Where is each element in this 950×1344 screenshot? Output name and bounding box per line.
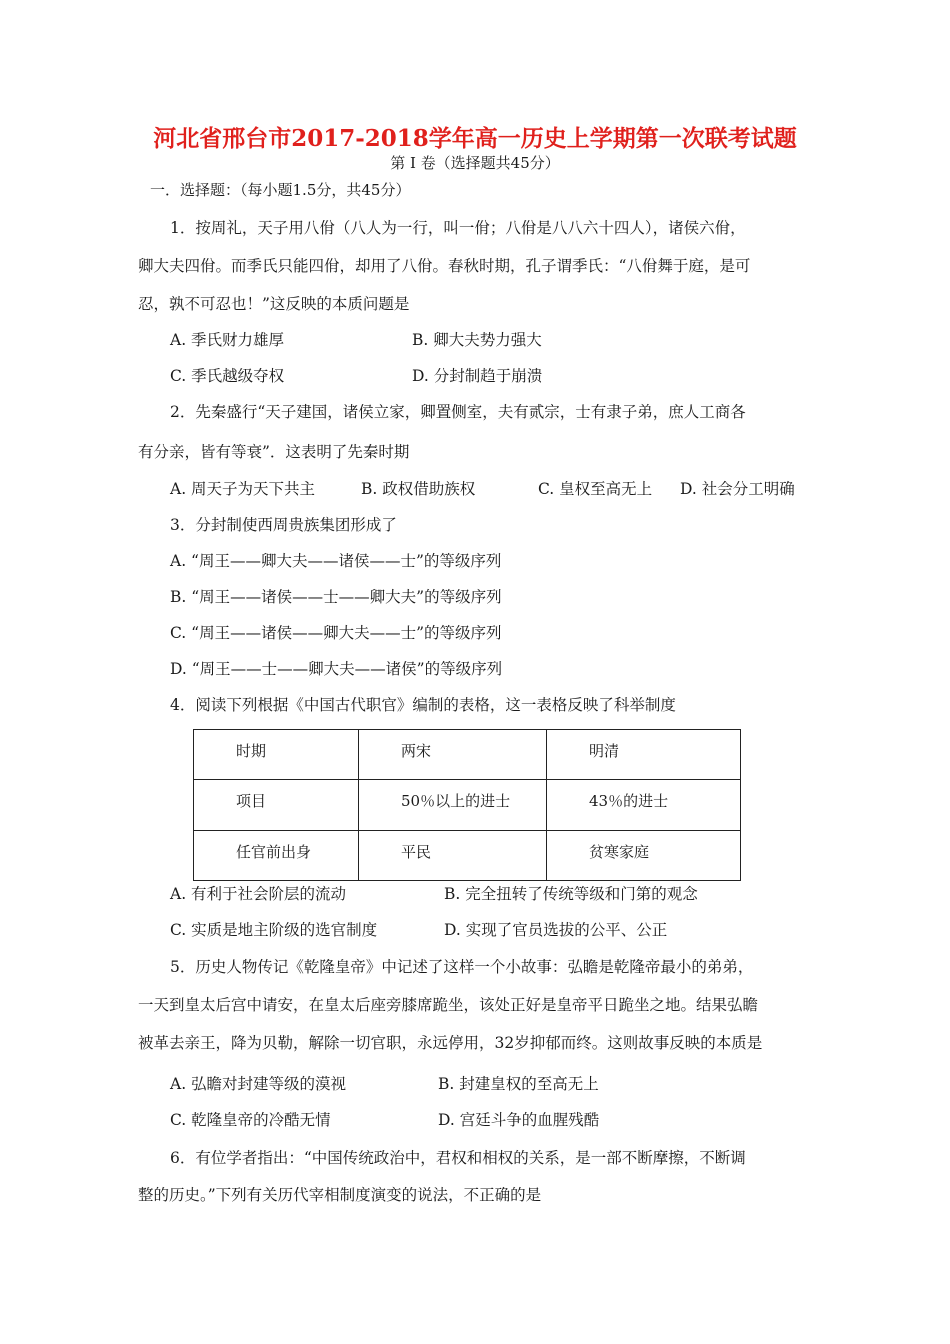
q4-option-a: A. 有利于社会阶层的流动 — [170, 885, 347, 903]
table-cell: 任官前出身 — [194, 830, 359, 880]
q1-stem-line3: 忍，孰不可忍也！”这反映的本质问题是 — [138, 295, 410, 313]
q6-stem-line2: 整的历史。”下列有关历代宰相制度演变的说法，不正确的是 — [138, 1186, 542, 1204]
q6-stem-line1: 6．有位学者指出：“中国传统政治中，君权和相权的关系，是一部不断摩擦，不断调 — [170, 1149, 746, 1167]
table-row — [194, 830, 741, 880]
q1-option-d: D. 分封制趋于崩溃 — [412, 367, 543, 385]
q5-stem-line1: 5．历史人物传记《乾隆皇帝》中记述了这样一个小故事：弘瞻是乾隆帝最小的弟弟， — [170, 958, 754, 976]
q2-option-a: A. 周天子为天下共主 — [170, 480, 316, 498]
q4-option-d: D. 实现了官员选拔的公平、公正 — [444, 921, 668, 939]
table-cell: 贫寒家庭 — [547, 830, 741, 880]
q1-option-b: B. 卿大夫势力强大 — [412, 331, 542, 349]
q1-option-c: C. 季氏越级夺权 — [170, 367, 285, 385]
table-row — [194, 730, 741, 780]
q3-option-b: B. “周王——诸侯——士——卿大夫”的等级序列 — [170, 588, 502, 606]
q5-option-a: A. 弘瞻对封建等级的漠视 — [170, 1075, 347, 1093]
q4-option-b: B. 完全扭转了传统等级和门第的观念 — [444, 885, 698, 903]
q2-option-d: D. 社会分工明确 — [680, 480, 795, 498]
q5-stem-line2: 一天到皇太后宫中请安，在皇太后座旁膝席跪坐，该处正好是皇帝平日跪坐之地。结果弘瞻 — [138, 996, 759, 1014]
q3-option-c: C. “周王——诸侯——卿大夫——士”的等级序列 — [170, 624, 502, 642]
table-cell: 明清 — [547, 730, 741, 780]
q5-stem-line3: 被革去亲王，降为贝勒，解除一切官职，永远停用，32岁抑郁而终。这则故事反映的本质是 — [138, 1034, 763, 1052]
q2-stem-line2: 有分亲，皆有等衰”．这表明了先秦时期 — [138, 443, 410, 461]
q2-stem-line1: 2．先秦盛行“天子建国，诸侯立家，卿置侧室，夫有贰宗，士有隶子弟，庶人工商各 — [170, 403, 746, 421]
q2-option-c: C. 皇权至高无上 — [538, 480, 653, 498]
table-cell: 两宋 — [359, 730, 547, 780]
q3-option-a: A. “周王——卿大夫——诸侯——士”的等级序列 — [170, 552, 502, 570]
table-cell: 项目 — [194, 780, 359, 830]
table-cell: 43％的进士 — [547, 780, 741, 830]
q1-stem-line1: 1．按周礼，天子用八佾（八人为一行，叫一佾；八佾是八八六十四人），诸侯六佾， — [170, 219, 746, 237]
q1-stem-line2: 卿大夫四佾。而季氏只能四佾，却用了八佾。春秋时期，孔子谓季氏：“八佾舞于庭，是可 — [138, 257, 751, 275]
q5-option-d: D. 宫廷斗争的血腥残酷 — [438, 1111, 600, 1129]
section-subtitle: 第 Ⅰ 卷（选择题共45分） — [390, 154, 560, 172]
q1-option-a: A. 季氏财力雄厚 — [170, 331, 285, 349]
q4-table — [193, 729, 741, 881]
q2-option-b: B. 政权借助族权 — [361, 480, 476, 498]
section-heading: 一．选择题：（每小题1.5分，共45分） — [150, 181, 411, 199]
table-row — [194, 780, 741, 830]
page-title: 河北省邢台市2017-2018学年高一历史上学期第一次联考试题 — [153, 125, 797, 152]
q5-option-c: C. 乾隆皇帝的冷酷无情 — [170, 1111, 331, 1129]
q3-stem: 3．分封制使西周贵族集团形成了 — [170, 516, 397, 534]
q5-option-b: B. 封建皇权的至高无上 — [438, 1075, 599, 1093]
table-cell: 平民 — [359, 830, 547, 880]
table-cell: 时期 — [194, 730, 359, 780]
q3-option-d: D. “周王——士——卿大夫——诸侯”的等级序列 — [170, 660, 503, 678]
table-cell: 50％以上的进士 — [359, 780, 547, 830]
q4-stem: 4．阅读下列根据《中国古代职官》编制的表格，这一表格反映了科举制度 — [170, 696, 676, 714]
q4-option-c: C. 实质是地主阶级的选官制度 — [170, 921, 378, 939]
